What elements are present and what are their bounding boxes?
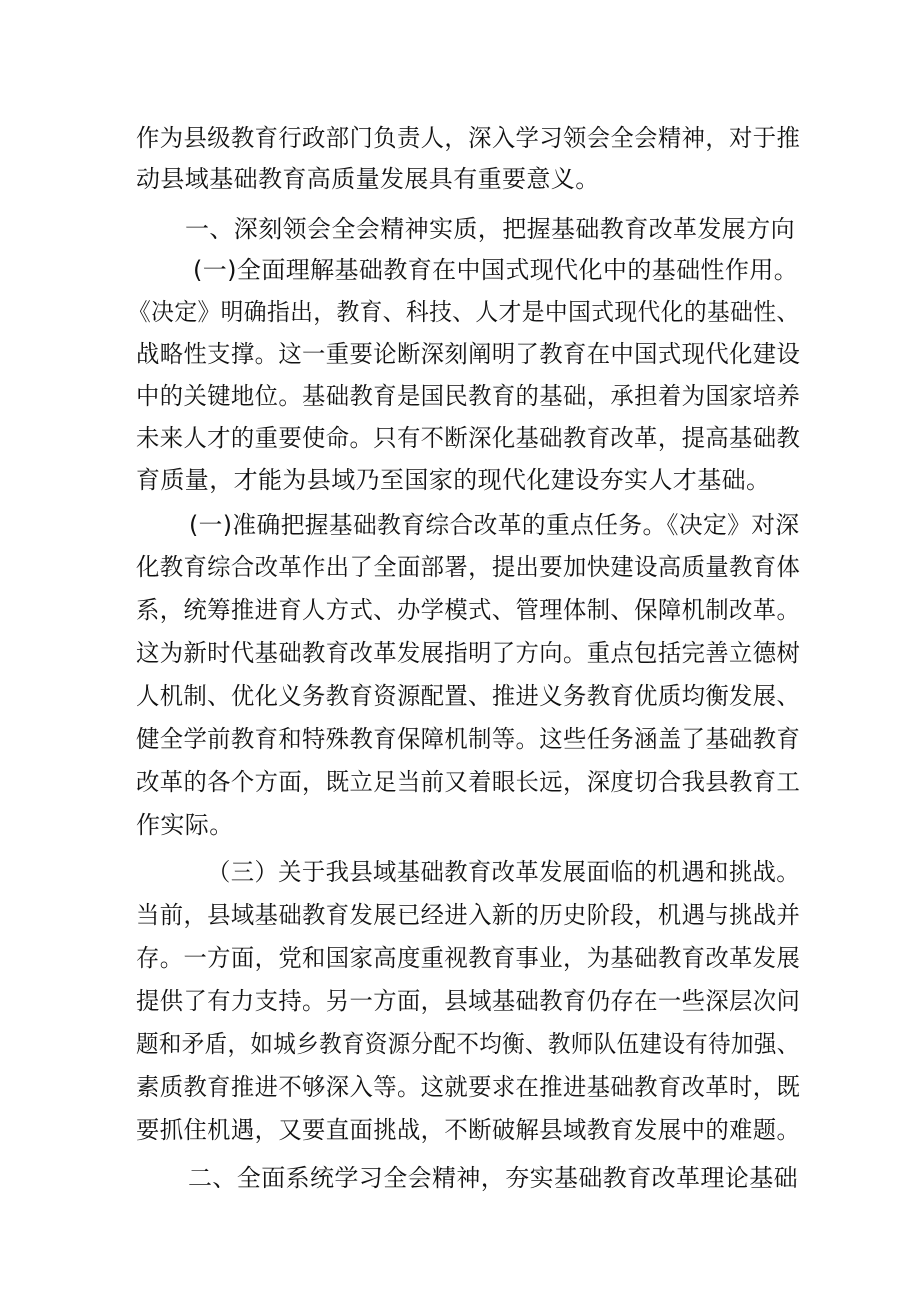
paragraph-line: 未来人才的重要使命。只有不断深化基础教育改革，提高基础教 [136, 424, 801, 452]
paragraph-line: 这为新时代基础教育改革发展指明了方向。重点包括完善立德树 [136, 639, 801, 667]
paragraph-line: 战略性支撑。这一重要论断深刻阐明了教育在中国式现代化建设 [136, 340, 801, 368]
paragraph-line: 提供了有力支持。另一方面，县域基础教育仍存在一些深层次问 [136, 987, 801, 1015]
paragraph-line: 健全学前教育和特殊教育保障机制等。这些任务涵盖了基础教育 [136, 725, 801, 753]
paragraph-line: 题和矛盾，如城乡教育资源分配不均衡、教师队伍建设有待加强、 [136, 1030, 800, 1058]
paragraph-line: 要抓住机遇，又要直面挑战，不断破解县域教育发展中的难题。 [136, 1116, 801, 1144]
paragraph-line: 改革的各个方面，既立足当前又着眼长远，深度切合我县教育工 [136, 768, 801, 796]
paragraph-line: 动县域基础教育高质量发展具有重要意义。 [136, 165, 600, 193]
section-heading: 一、深刻领会全会精神实质，把握基础教育改革发展方向 [185, 215, 795, 243]
paragraph-line: 当前，县域基础教育发展已经进入新的历史阶段，机遇与挑战并 [136, 901, 801, 929]
paragraph-line: 人机制、优化义务教育资源配置、推进义务教育优质均衡发展、 [136, 682, 801, 710]
paragraph-line: 素质教育推进不够深入等。这就要求在推进基础教育改革时，既 [136, 1073, 801, 1101]
paragraph-line: 作为县级教育行政部门负责人，深入学习领会全会精神，对于推 [136, 124, 801, 152]
subsection-heading: （三）关于我县域基础教育改革发展面临的机遇和挑战。 [207, 858, 800, 886]
subsection-heading: (一)全面理解基础教育在中国式现代化中的基础性作用。 [193, 256, 799, 284]
paragraph-line: 系，统筹推进育人方式、办学模式、管理体制、保障机制改革。 [136, 596, 801, 624]
paragraph-line: 中的关键地位。基础教育是国民教育的基础，承担着为国家培养 [136, 382, 801, 410]
paragraph-line: 《决定》明确指出，教育、科技、人才是中国式现代化的基础性、 [128, 298, 800, 326]
paragraph-line: 化教育综合改革作出了全面部署，提出要加快建设高质量教育体 [136, 553, 801, 581]
paragraph-line: 作实际。 [136, 811, 234, 839]
paragraph-line: 存。一方面，党和国家高度重视教育事业，为基础教育改革发展 [136, 944, 801, 972]
section-heading: 二、全面系统学习全会精神，夯实基础教育改革理论基础 [188, 1164, 798, 1192]
paragraph-line: 育质量，才能为县域乃至国家的现代化建设夯实人才基础。 [136, 466, 771, 494]
subsection-heading: (一)准确把握基础教育综合改革的重点任务。《决定》对深 [189, 511, 800, 539]
